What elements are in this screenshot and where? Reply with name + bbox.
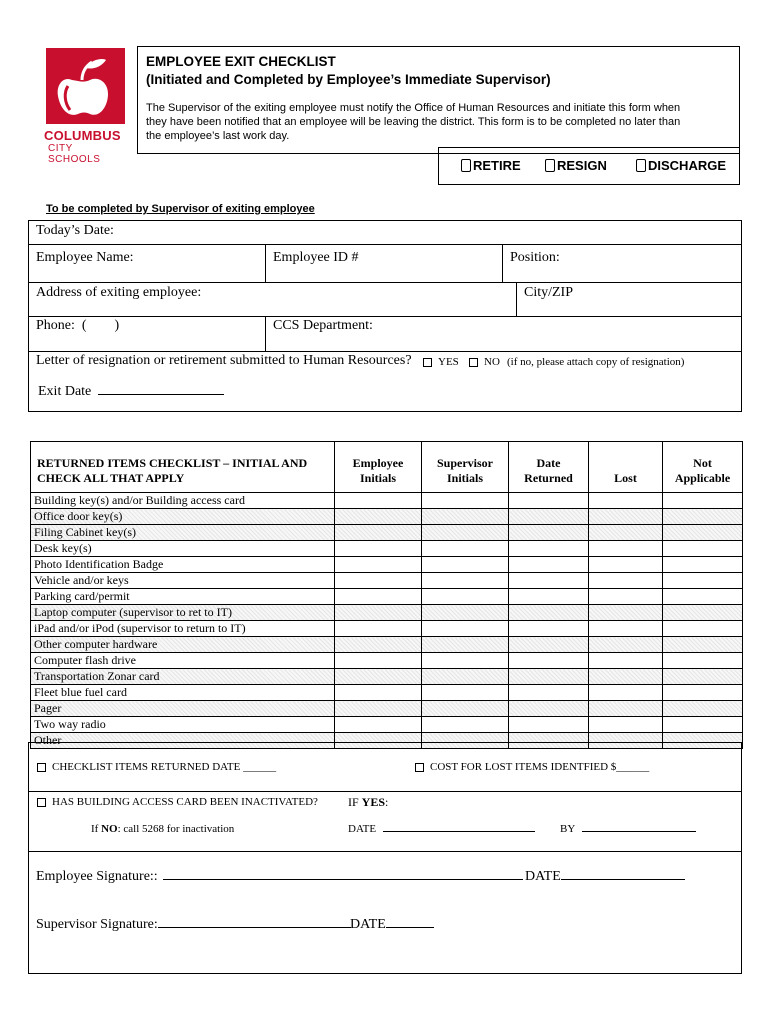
date-returned-cell[interactable] <box>509 573 589 589</box>
supervisor-initials-cell[interactable] <box>422 557 509 573</box>
inactivation-date-label: DATE <box>348 823 377 835</box>
columbus-logo <box>42 46 128 165</box>
checklist-header: RETURNED ITEMS CHECKLIST – INITIAL AND CHECK ALL THAT APPLY <box>31 442 335 493</box>
employee-date-label: DATE <box>525 869 561 884</box>
table-row <box>31 621 743 637</box>
employee-signature-line[interactable] <box>163 879 523 880</box>
item-label: Other <box>31 733 335 749</box>
table-row <box>31 525 743 541</box>
employee-initials-cell[interactable] <box>335 701 422 717</box>
not-applicable-cell[interactable] <box>663 573 743 589</box>
date-returned-cell[interactable] <box>509 557 589 573</box>
item-label: iPad and/or iPod (supervisor to return to IT) <box>31 621 335 637</box>
exit-type-retire[interactable] <box>461 158 521 173</box>
supervisor-initials-cell[interactable] <box>422 637 509 653</box>
cost-lost-field[interactable] <box>415 761 649 773</box>
apple-logo-icon <box>42 46 128 126</box>
cost-lost-label: COST FOR LOST ITEMS IDENTFIED $______ <box>430 761 650 773</box>
employee-initials-cell[interactable] <box>335 589 422 605</box>
resignation-yes[interactable] <box>423 356 459 368</box>
date-returned-cell[interactable] <box>509 717 589 733</box>
supervisor-initials-cell[interactable] <box>422 509 509 525</box>
item-label: Two way radio <box>31 717 335 733</box>
lost-cell[interactable] <box>589 653 663 669</box>
lost-cell[interactable] <box>589 509 663 525</box>
supervisor-initials-cell[interactable] <box>422 701 509 717</box>
lost-header: Lost <box>589 442 663 493</box>
supervisor-initials-cell[interactable] <box>422 493 509 509</box>
supervisor-initials-cell[interactable] <box>422 589 509 605</box>
no-checkbox[interactable] <box>469 358 478 367</box>
employee-signature-label: Employee Signature:: <box>36 869 158 884</box>
supervisor-signature-line[interactable] <box>158 927 351 928</box>
date-returned-cell[interactable] <box>509 493 589 509</box>
employee-initials-cell[interactable] <box>335 653 422 669</box>
yes-label: YES <box>438 356 459 368</box>
not-applicable-cell[interactable] <box>663 589 743 605</box>
supervisor-initials-cell[interactable] <box>422 621 509 637</box>
supervisor-initials-cell[interactable] <box>422 685 509 701</box>
access-card-checkbox[interactable] <box>37 798 46 807</box>
date-returned-cell[interactable] <box>509 637 589 653</box>
inactivation-by-field[interactable] <box>560 823 696 835</box>
supervisor-initials-cell[interactable] <box>422 541 509 557</box>
not-applicable-cell[interactable] <box>663 621 743 637</box>
retire-label: RETIRE <box>473 158 521 173</box>
date-returned-cell[interactable] <box>509 685 589 701</box>
not-applicable-cell[interactable] <box>663 541 743 557</box>
item-label: Transportation Zonar card <box>31 669 335 685</box>
todays-date-label[interactable]: Today’s Date: <box>36 223 114 238</box>
item-label: Parking card/permit <box>31 589 335 605</box>
lost-cell[interactable] <box>589 669 663 685</box>
table-row <box>31 701 743 717</box>
inactivation-date-line[interactable] <box>383 831 535 832</box>
lost-cell[interactable] <box>589 701 663 717</box>
lost-cell[interactable] <box>589 589 663 605</box>
not-applicable-header: Not Applicable <box>663 442 743 493</box>
table-row <box>31 493 743 509</box>
employee-initials-cell[interactable] <box>335 573 422 589</box>
city-zip-label[interactable]: City/ZIP <box>524 285 574 300</box>
table-row <box>31 573 743 589</box>
item-label: Office door key(s) <box>31 509 335 525</box>
resignation-question: Letter of resignation or retirement submitted to Human Resources? <box>36 353 412 368</box>
employee-initials-cell[interactable] <box>335 637 422 653</box>
resignation-note: (if no, please attach copy of resignation) <box>507 356 685 368</box>
returned-items-table <box>30 441 743 749</box>
employee-id-label[interactable]: Employee ID # <box>273 250 359 265</box>
not-applicable-cell[interactable] <box>663 637 743 653</box>
discharge-label: DISCHARGE <box>648 158 727 173</box>
employee-initials-cell[interactable] <box>335 669 422 685</box>
employee-initials-cell[interactable] <box>335 605 422 621</box>
lost-cell[interactable] <box>589 525 663 541</box>
date-returned-cell[interactable] <box>509 541 589 557</box>
date-returned-header: Date Returned <box>509 442 589 493</box>
resign-checkbox[interactable] <box>545 159 555 172</box>
date-returned-cell[interactable] <box>509 653 589 669</box>
table-row <box>31 541 743 557</box>
table-row <box>31 589 743 605</box>
date-returned-cell[interactable] <box>509 589 589 605</box>
section-note: To be completed by Supervisor of exiting employee <box>46 203 315 215</box>
lower-box <box>28 742 742 974</box>
yes-checkbox[interactable] <box>423 358 432 367</box>
exit-type-discharge[interactable] <box>636 158 726 173</box>
form-subtitle: (Initiated and Completed by Employee’s Immediate Supervisor) <box>146 72 551 87</box>
logo-line2: CITY SCHOOLS <box>48 143 101 165</box>
date-returned-cell[interactable] <box>509 525 589 541</box>
date-returned-cell[interactable] <box>509 509 589 525</box>
exit-date-field[interactable] <box>38 384 224 400</box>
not-applicable-cell[interactable] <box>663 493 743 509</box>
item-label: Pager <box>31 701 335 717</box>
exit-date-label: Exit Date <box>38 384 92 399</box>
discharge-checkbox[interactable] <box>636 159 646 172</box>
position-label[interactable]: Position: <box>510 250 560 265</box>
employee-initials-cell[interactable] <box>335 717 422 733</box>
not-applicable-cell[interactable] <box>663 669 743 685</box>
table-row <box>31 653 743 669</box>
supervisor-initials-header: Supervisor Initials <box>422 442 509 493</box>
supervisor-signature-field[interactable] <box>36 917 351 933</box>
items-returned-field[interactable] <box>37 761 276 773</box>
supervisor-date-field[interactable] <box>350 917 434 933</box>
access-card-field[interactable] <box>37 796 318 808</box>
phone-label[interactable]: Phone: ( ) <box>36 318 120 333</box>
item-label: Building key(s) and/or Building access card <box>31 493 335 509</box>
employee-initials-cell[interactable] <box>335 541 422 557</box>
lost-cell[interactable] <box>589 685 663 701</box>
retire-checkbox[interactable] <box>461 159 471 172</box>
lost-cell[interactable] <box>589 621 663 637</box>
item-label: Filing Cabinet key(s) <box>31 525 335 541</box>
form-title: EMPLOYEE EXIT CHECKLIST <box>146 54 336 69</box>
table-header-row <box>31 442 743 493</box>
date-returned-cell[interactable] <box>509 669 589 685</box>
table-row <box>31 669 743 685</box>
item-label: Desk key(s) <box>31 541 335 557</box>
if-no-label: If NO: call 5268 for inactivation <box>91 823 235 835</box>
employee-signature-field[interactable] <box>36 869 523 885</box>
department-label[interactable]: CCS Department: <box>273 318 373 333</box>
items-returned-label: CHECKLIST ITEMS RETURNED DATE ______ <box>52 761 277 773</box>
lost-cell[interactable] <box>589 717 663 733</box>
no-label: NO <box>484 356 500 368</box>
table-row <box>31 557 743 573</box>
access-card-question: HAS BUILDING ACCESS CARD BEEN INACTIVATED? <box>52 796 318 808</box>
not-applicable-cell[interactable] <box>663 653 743 669</box>
not-applicable-cell[interactable] <box>663 605 743 621</box>
if-yes-label: IF YES: <box>348 795 389 809</box>
inactivation-date-field[interactable] <box>348 823 535 835</box>
not-applicable-cell[interactable] <box>663 557 743 573</box>
not-applicable-cell[interactable] <box>663 717 743 733</box>
item-label: Other computer hardware <box>31 637 335 653</box>
supervisor-initials-cell[interactable] <box>422 605 509 621</box>
employee-initials-cell[interactable] <box>335 493 422 509</box>
employee-initials-cell[interactable] <box>335 509 422 525</box>
employee-initials-cell[interactable] <box>335 525 422 541</box>
employee-initials-header: Employee Initials <box>335 442 422 493</box>
exit-date-line[interactable] <box>98 394 224 395</box>
employee-initials-cell[interactable] <box>335 685 422 701</box>
employee-initials-cell[interactable] <box>335 621 422 637</box>
supervisor-initials-cell[interactable] <box>422 573 509 589</box>
lost-cell[interactable] <box>589 605 663 621</box>
logo-line1: COLUMBUS <box>44 128 121 143</box>
date-returned-cell[interactable] <box>509 701 589 717</box>
supervisor-initials-cell[interactable] <box>422 669 509 685</box>
item-label: Fleet blue fuel card <box>31 685 335 701</box>
item-label: Computer flash drive <box>31 653 335 669</box>
item-label: Vehicle and/or keys <box>31 573 335 589</box>
table-row <box>31 685 743 701</box>
supervisor-signature-label: Supervisor Signature: <box>36 917 158 932</box>
not-applicable-cell[interactable] <box>663 701 743 717</box>
lost-cell[interactable] <box>589 493 663 509</box>
item-label: Photo Identification Badge <box>31 557 335 573</box>
date-returned-cell[interactable] <box>509 621 589 637</box>
lost-cell[interactable] <box>589 541 663 557</box>
not-applicable-cell[interactable] <box>663 509 743 525</box>
employee-date-field[interactable] <box>525 869 685 885</box>
not-applicable-cell[interactable] <box>663 525 743 541</box>
exit-type-resign[interactable] <box>545 158 607 173</box>
address-label[interactable]: Address of exiting employee: <box>36 285 202 300</box>
employee-date-line[interactable] <box>561 879 685 880</box>
form-instructions: The Supervisor of the exiting employee must notify the Office of Human Resources and initiate this form when they have been notified that an employee will be leaving the district. This form is to be completed no later than the employee’s last work day. <box>146 102 681 142</box>
resign-label: RESIGN <box>557 158 607 173</box>
lost-cell[interactable] <box>589 573 663 589</box>
supervisor-date-line[interactable] <box>386 927 434 928</box>
table-row <box>31 509 743 525</box>
table-row <box>31 637 743 653</box>
employee-name-label[interactable]: Employee Name: <box>36 250 134 265</box>
supervisor-initials-cell[interactable] <box>422 653 509 669</box>
supervisor-initials-cell[interactable] <box>422 525 509 541</box>
supervisor-initials-cell[interactable] <box>422 717 509 733</box>
inactivation-by-label: BY <box>560 823 575 835</box>
table-row <box>31 605 743 621</box>
cost-lost-checkbox[interactable] <box>415 763 424 772</box>
lost-cell[interactable] <box>589 637 663 653</box>
table-row <box>31 717 743 733</box>
supervisor-date-label: DATE <box>350 917 386 932</box>
items-returned-checkbox[interactable] <box>37 763 46 772</box>
resignation-no[interactable] <box>469 356 500 368</box>
item-label: Laptop computer (supervisor to ret to IT) <box>31 605 335 621</box>
lost-cell[interactable] <box>589 557 663 573</box>
not-applicable-cell[interactable] <box>663 685 743 701</box>
employee-initials-cell[interactable] <box>335 557 422 573</box>
date-returned-cell[interactable] <box>509 605 589 621</box>
inactivation-by-line[interactable] <box>582 831 696 832</box>
